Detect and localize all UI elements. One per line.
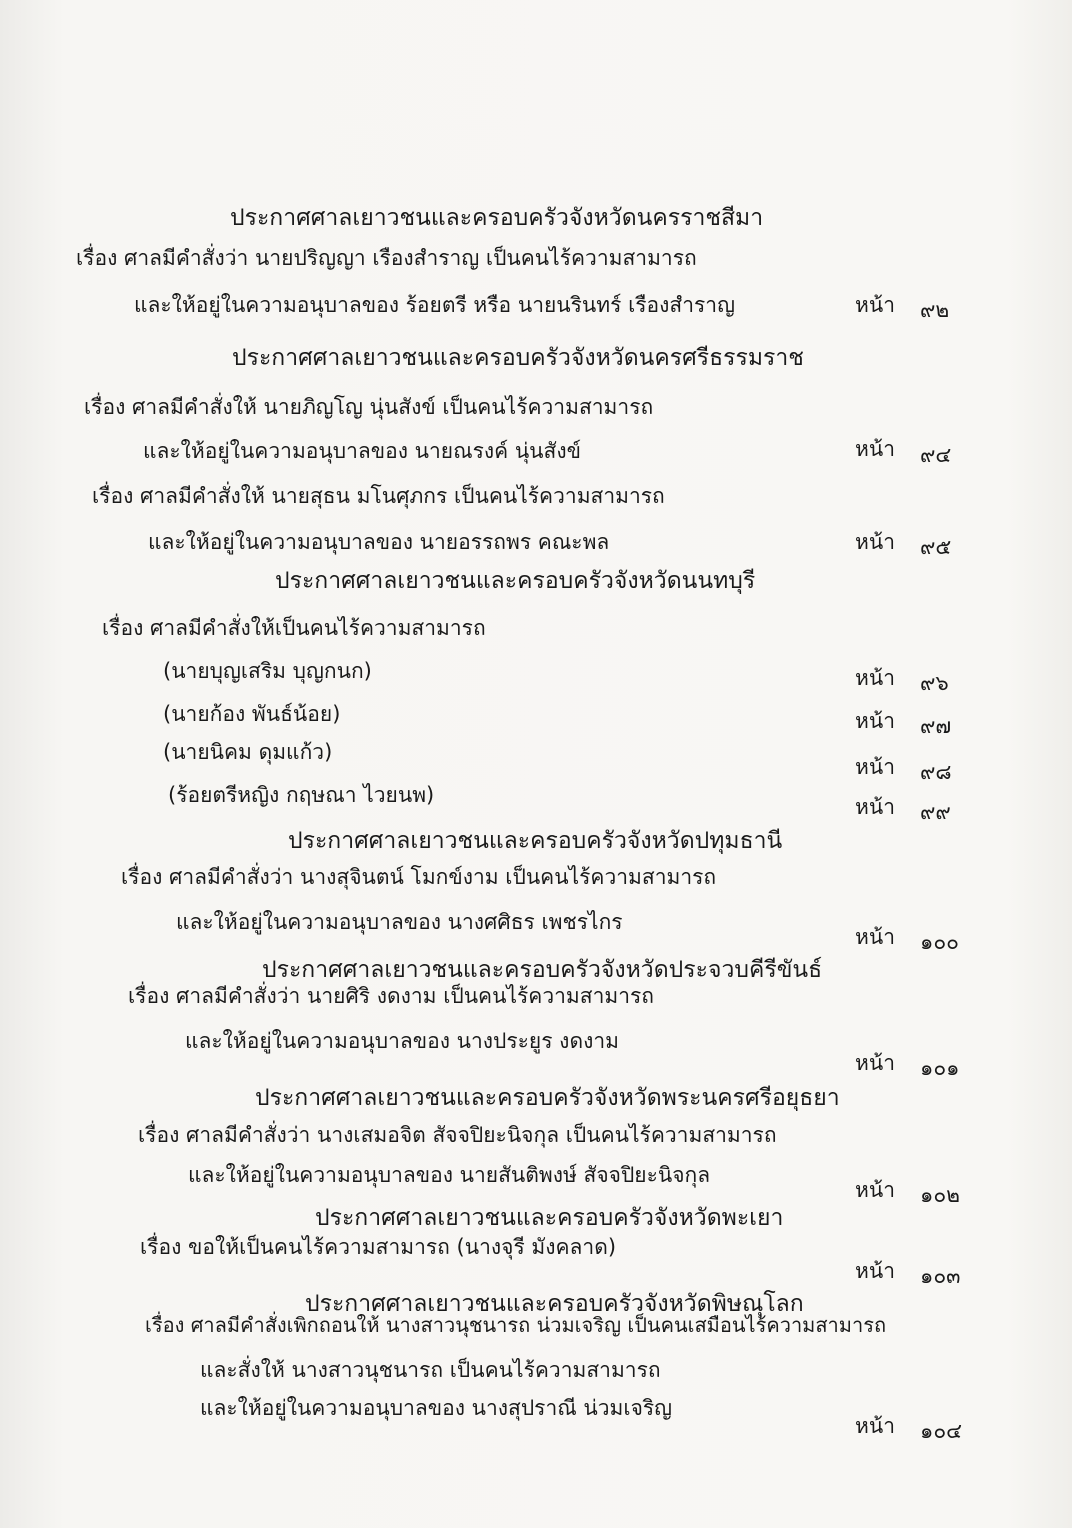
page-label: หน้า: [855, 925, 895, 949]
entry-line: เรื่อง ศาลมีคำสั่งให้ นายสุธน มโนศุภกร เป็นคนไร้ความสามารถ: [92, 484, 665, 508]
page-number: ๑๐๒: [920, 1183, 960, 1207]
page-number: ๙๗: [920, 714, 952, 738]
page-label: หน้า: [855, 1178, 895, 1202]
entry-line: เรื่อง ศาลมีคำสั่งว่า นางเสมอจิต สัจจปิยะนิจกุล เป็นคนไร้ความสามารถ: [138, 1123, 777, 1147]
page-label: หน้า: [855, 666, 895, 690]
page-number: ๙๙: [920, 800, 951, 824]
heading-nonthaburi: ประกาศศาลเยาวชนและครอบครัวจังหวัดนนทบุรี: [275, 568, 756, 594]
page-label: หน้า: [855, 795, 895, 819]
page-number: ๙๒: [920, 298, 950, 322]
page-number: ๑๐๐: [920, 930, 959, 954]
entry-line: และให้อยู่ในความอนุบาลของ นางศศิธร เพชรไกร: [176, 910, 623, 934]
entry-line: และให้อยู่ในความอนุบาลของ นายสันติพงษ์ สัจจปิยะนิจกุล: [188, 1163, 711, 1187]
page-label: หน้า: [855, 1259, 895, 1283]
heading-nakhon-si-thammarat: ประกาศศาลเยาวชนและครอบครัวจังหวัดนครศรีธรรมราช: [232, 345, 804, 371]
entry-line: (นายก้อง พันธ์น้อย): [163, 702, 341, 726]
page-label: หน้า: [855, 709, 895, 733]
entry-line: (นายบุญเสริม บุญกนก): [163, 659, 372, 683]
entry-line: เรื่อง ศาลมีคำสั่งให้เป็นคนไร้ความสามารถ: [102, 616, 486, 640]
entry-line: และให้อยู่ในความอนุบาลของ นายอรรถพร คณะพล: [148, 530, 610, 554]
entry-line: (นายนิคม ดุมแก้ว): [163, 740, 333, 764]
page-number: ๙๖: [920, 671, 949, 695]
entry-line: เรื่อง ศาลมีคำสั่งเพิกถอนให้ นางสาวนุชนารถ น่วมเจริญ เป็นคนเสมือนไร้ความสามารถ: [145, 1313, 887, 1337]
entry-line: และสั่งให้ นางสาวนุชนารถ เป็นคนไร้ความสามารถ: [200, 1358, 661, 1382]
entry-line: และให้อยู่ในความอนุบาลของ นางประยูร งดงาม: [185, 1029, 619, 1053]
entry-line: (ร้อยตรีหญิง กฤษณา ไวยนพ): [168, 783, 435, 807]
page-number: ๑๐๔: [920, 1419, 963, 1443]
page-label: หน้า: [855, 1051, 895, 1075]
entry-line: และให้อยู่ในความอนุบาลของ นายณรงค์ นุ่นสังข์: [143, 439, 581, 463]
page-label: หน้า: [855, 1414, 895, 1438]
entry-line: เรื่อง ศาลมีคำสั่งว่า นางสุจินตน์ โมกข์งาม เป็นคนไร้ความสามารถ: [121, 865, 717, 889]
page-label: หน้า: [855, 755, 895, 779]
entry-line: เรื่อง ศาลมีคำสั่งให้ นายภิญโญ นุ่นสังข์ เป็นคนไร้ความสามารถ: [84, 395, 654, 419]
page-number: ๑๐๑: [920, 1056, 960, 1080]
heading-phitsanulok: ประกาศศาลเยาวชนและครอบครัวจังหวัดพิษณุโลก: [305, 1291, 804, 1317]
page-number: ๑๐๓: [920, 1264, 961, 1288]
entry-line: เรื่อง ศาลมีคำสั่งว่า นายศิริ งดงาม เป็นคนไร้ความสามารถ: [128, 984, 655, 1008]
heading-prachuap-khiri-khan: ประกาศศาลเยาวชนและครอบครัวจังหวัดประจวบคีรีขันธ์: [262, 957, 823, 983]
page-label: หน้า: [855, 437, 895, 461]
page-number: ๙๕: [920, 535, 952, 559]
page-label: หน้า: [855, 530, 895, 554]
entry-line: และให้อยู่ในความอนุบาลของ ร้อยตรี หรือ นายนรินทร์ เรืองสำราญ: [134, 293, 735, 317]
page-label: หน้า: [855, 293, 895, 317]
page-number: ๙๘: [920, 760, 952, 784]
entry-line: และให้อยู่ในความอนุบาลของ นางสุปราณี น่วมเจริญ: [200, 1396, 673, 1420]
heading-pathum-thani: ประกาศศาลเยาวชนและครอบครัวจังหวัดปทุมธานี: [288, 828, 783, 854]
heading-phra-nakhon-si-ayutthaya: ประกาศศาลเยาวชนและครอบครัวจังหวัดพระนครศรีอยุธยา: [255, 1085, 840, 1111]
page-number: ๙๔: [920, 443, 952, 467]
entry-line: เรื่อง ศาลมีคำสั่งว่า นายปริญญา เรืองสำราญ เป็นคนไร้ความสามารถ: [76, 246, 697, 270]
heading-nakhon-ratchasima: ประกาศศาลเยาวชนและครอบครัวจังหวัดนครราชสีมา: [230, 205, 764, 231]
entry-line: เรื่อง ขอให้เป็นคนไร้ความสามารถ (นางจุรี มังคลาด): [140, 1235, 617, 1259]
heading-phayao: ประกาศศาลเยาวชนและครอบครัวจังหวัดพะเยา: [315, 1205, 784, 1231]
